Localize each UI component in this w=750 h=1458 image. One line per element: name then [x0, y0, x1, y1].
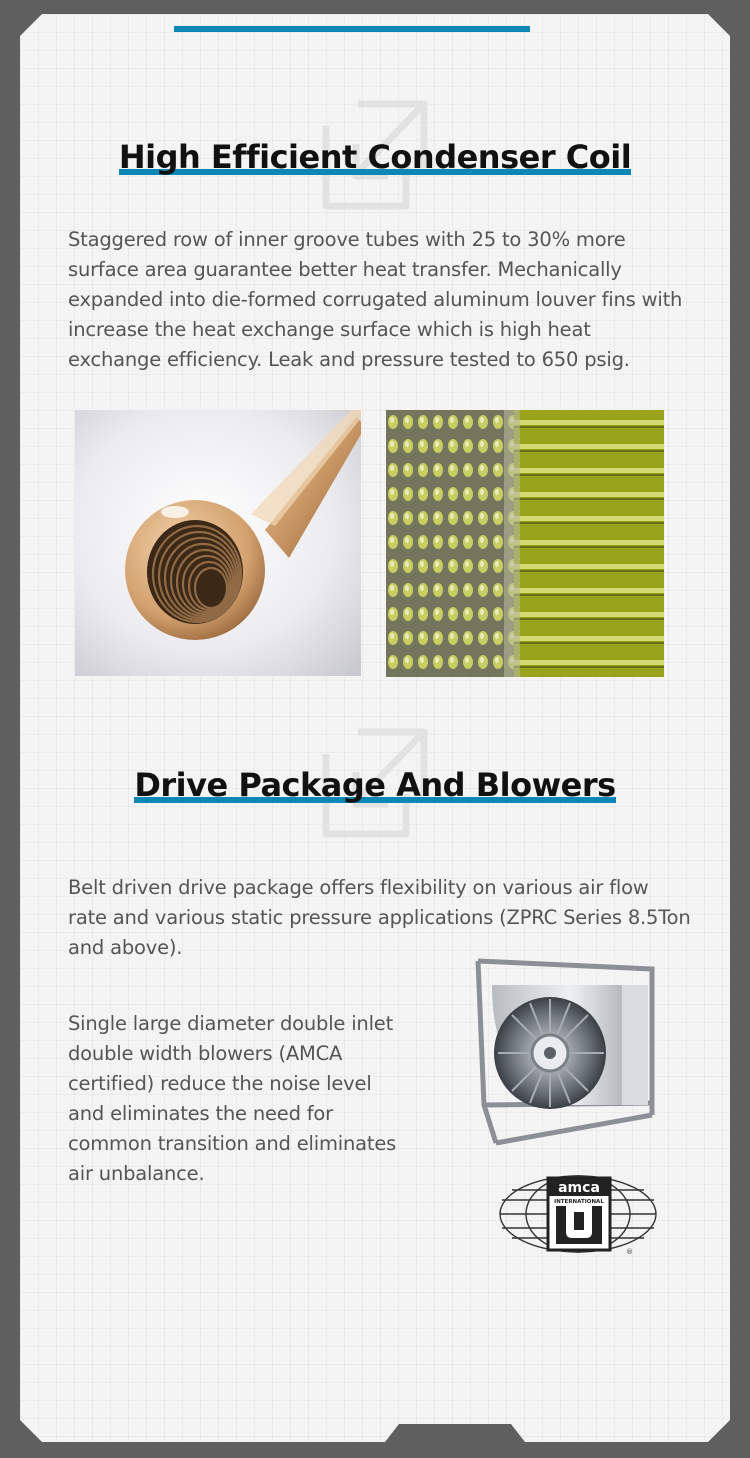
condenser-coil-description: Staggered row of inner groove tubes with 25 to 30% more surface area guarantee better heat transfer. Mechanically expanded into die-formed corrugated aluminum louver fins with increase the heat exchange surface which is high heat exchange efficiency. Leak and pressure tested to 650 psig.: [68, 228, 683, 371]
blowers-description: Single large diameter double inlet double width blowers (AMCA certified) reduce the noise level and eliminates the need for common transition and eliminates air unbalance.: [68, 1012, 397, 1185]
section-title-text: Drive Package And Blowers: [134, 766, 616, 804]
amca-certified-logo: [498, 1172, 662, 1256]
top-accent-bar: [174, 26, 530, 32]
finned-coil-photo: [386, 410, 664, 677]
blower-photo: [472, 955, 658, 1147]
amca-logo-subtext: INTERNATIONAL: [554, 1199, 604, 1205]
amca-logo-text: amca: [558, 1180, 600, 1196]
bottom-notch: [385, 1424, 525, 1442]
svg-text:®: ®: [626, 1248, 633, 1256]
drive-package-description: Belt driven drive package offers flexibility on various air flow rate and various static pressure applications (ZPRC Series 8.5Ton and above).: [68, 876, 691, 959]
section-title-text: High Efficient Condenser Coil: [118, 138, 632, 176]
section-title-condenser-coil: [0, 138, 750, 176]
copper-tube-photo: [75, 410, 361, 676]
section-title-drive-package: [0, 766, 750, 804]
